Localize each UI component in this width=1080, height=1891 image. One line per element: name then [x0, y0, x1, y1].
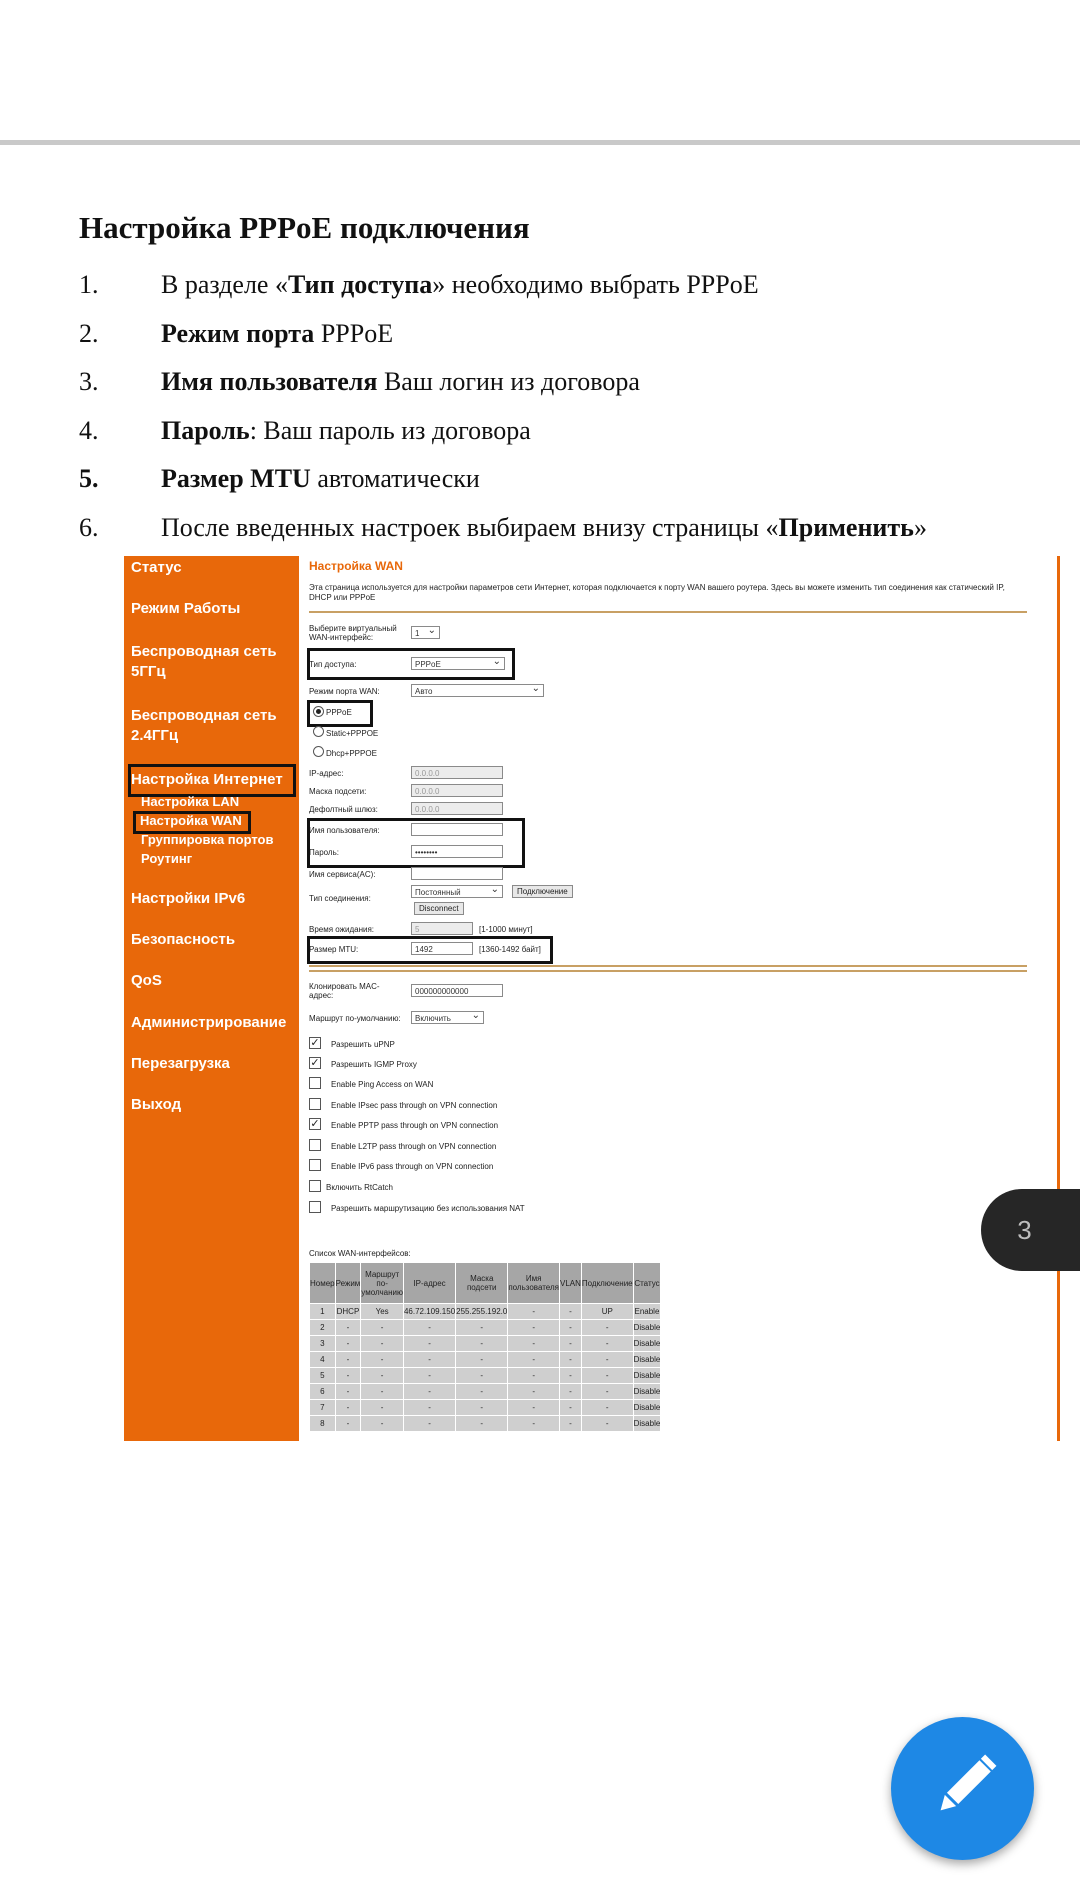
table-cell: - [361, 1320, 404, 1336]
table-body [310, 1304, 661, 1432]
document-title: Настройка PPPoE подключения [79, 210, 530, 245]
checkbox-label: Enable Ping Access on WAN [331, 1080, 434, 1089]
table-cell: - [335, 1400, 361, 1416]
router-screenshot [124, 556, 1060, 1441]
wan-settings-panel [309, 556, 1049, 1441]
idle-hint: [1-1000 минут] [479, 925, 533, 934]
table-cell: 4 [310, 1352, 336, 1368]
table-cell: - [403, 1352, 455, 1368]
divider [309, 965, 1027, 967]
conn-type-select: Постоянный ⌄ [411, 885, 503, 898]
edit-button[interactable] [891, 1717, 1034, 1860]
sidebar-item-qos: QoS [131, 972, 162, 989]
sidebar-item-reboot: Перезагрузка [131, 1055, 230, 1072]
checkbox-label: Enable IPv6 pass through on VPN connection [331, 1162, 494, 1171]
divider [309, 611, 1027, 613]
highlight-box [133, 811, 251, 834]
radio-label: PPPoE [326, 708, 352, 717]
checkbox-label: Разрешить IGMP Proxy [331, 1060, 417, 1069]
table-cell: - [508, 1304, 560, 1320]
table-cell: - [403, 1336, 455, 1352]
checkbox [309, 1201, 321, 1213]
table-cell: - [581, 1368, 633, 1384]
table-row [310, 1368, 661, 1384]
table-cell: - [508, 1416, 560, 1432]
clone-mac-label: Клонировать MAC-адрес: [309, 982, 380, 1000]
table-row [310, 1304, 661, 1320]
table-cell: - [581, 1400, 633, 1416]
radio-label: Static+PPPOE [326, 729, 379, 738]
highlight-box [128, 764, 296, 797]
table-cell: - [335, 1368, 361, 1384]
idle-field: 5 [411, 922, 473, 935]
table-cell: - [456, 1320, 508, 1336]
table-cell: 8 [310, 1416, 336, 1432]
radio-dhcp-pppoe [313, 746, 324, 757]
column-header: VLAN [559, 1263, 581, 1304]
mtu-hint: [1360-1492 байт] [479, 945, 541, 954]
port-mode-select: Авто ⌄ [411, 684, 544, 697]
table-cell: - [581, 1320, 633, 1336]
table-cell: - [581, 1336, 633, 1352]
checkbox-label: Enable IPsec pass through on VPN connection [331, 1101, 498, 1110]
wan-interfaces-table [309, 1262, 661, 1432]
table-cell: Yes [361, 1304, 404, 1320]
table-cell: - [508, 1400, 560, 1416]
step-item: 1. В разделе «Тип доступа» необходимо выбрать PPPoE [79, 270, 759, 299]
ip-field: 0.0.0.0 [411, 766, 503, 779]
table-cell: - [456, 1400, 508, 1416]
step-item: 4. Пароль: Ваш пароль из договора [79, 415, 531, 445]
table-cell: - [508, 1336, 560, 1352]
table-cell: - [559, 1416, 581, 1432]
sidebar-item-internet: Настройка Интернет [131, 771, 283, 788]
table-cell: 46.72.109.150 [403, 1304, 455, 1320]
table-row [310, 1352, 661, 1368]
password-field: •••••••• [411, 845, 503, 858]
column-header: Имя пользователя [508, 1263, 560, 1304]
table-cell: - [361, 1400, 404, 1416]
table-cell: - [559, 1352, 581, 1368]
table-cell: 5 [310, 1368, 336, 1384]
table-header-row [310, 1263, 661, 1304]
default-route-label: Маршрут по-умолчанию: [309, 1014, 401, 1023]
table-cell: - [335, 1416, 361, 1432]
table-cell: - [508, 1384, 560, 1400]
table-cell: - [335, 1352, 361, 1368]
checkbox [309, 1180, 321, 1192]
table-cell: - [559, 1304, 581, 1320]
highlight-box [307, 818, 525, 868]
step-item: 3. Имя пользователя Ваш логин из договора [79, 367, 640, 396]
radio-label: Dhcp+PPPOE [326, 749, 377, 758]
gateway-label: Дефолтный шлюз: [309, 805, 378, 814]
table-cell: - [559, 1336, 581, 1352]
page-number-badge: 3 [981, 1189, 1080, 1271]
column-header: Маршрут по-умолчанию [361, 1263, 404, 1304]
table-cell: - [559, 1320, 581, 1336]
table-cell: UP [581, 1304, 633, 1320]
table-cell: - [361, 1384, 404, 1400]
table-cell: Disable [633, 1352, 661, 1368]
table-cell: 1 [310, 1304, 336, 1320]
checkbox-label: Разрешить uPNP [331, 1040, 395, 1049]
sidebar-item-status: Статус [131, 559, 182, 576]
table-cell: - [508, 1320, 560, 1336]
service-label: Имя сервиса(AC): [309, 870, 376, 879]
table-row [310, 1416, 661, 1432]
username-label: Имя пользователя: [309, 826, 380, 835]
table-cell: - [508, 1368, 560, 1384]
table-cell: - [559, 1368, 581, 1384]
checkbox: ✓ [310, 1118, 320, 1130]
table-caption: Список WAN-интерфейсов: [309, 1249, 411, 1258]
steps-list [79, 265, 1079, 556]
column-header: IP-адрес [403, 1263, 455, 1304]
table-cell: - [335, 1336, 361, 1352]
table-cell: Disable [633, 1416, 661, 1432]
highlight-box [307, 936, 553, 964]
access-type-label: Тип доступа: [309, 660, 357, 669]
divider [309, 970, 1027, 972]
sidebar-subitem-lan: Настройка LAN [141, 794, 240, 809]
checkbox: ✓ [310, 1037, 320, 1049]
sidebar-item-ipv6: Настройки IPv6 [131, 890, 246, 907]
checkbox: ✓ [310, 1057, 320, 1069]
table-cell: - [335, 1384, 361, 1400]
disconnect-button: Disconnect [414, 902, 464, 915]
wan-description: Эта страница используется для настройки параметров сети Интернет, которая подключается к порту WAN вашего роутера. Здесь вы можете изменить тип соединения как статический IP, DHCP или PPPoE [309, 583, 1005, 602]
mtu-field: 1492 [411, 942, 473, 955]
column-header: Статус [633, 1263, 661, 1304]
table-cell: - [456, 1352, 508, 1368]
table-cell: - [335, 1320, 361, 1336]
mask-label: Маска подсети: [309, 787, 367, 796]
checkbox-label: Enable PPTP pass through on VPN connection [331, 1121, 499, 1130]
table-cell: 2 [310, 1320, 336, 1336]
checkbox [309, 1159, 321, 1171]
top-bar [0, 0, 1080, 145]
step-item: 5. Размер MTU автоматически [79, 464, 480, 493]
sidebar-item-admin: Администрирование [131, 1014, 287, 1031]
table-row [310, 1384, 661, 1400]
highlight-box [307, 648, 515, 680]
checkbox-label: Enable L2TP pass through on VPN connection [331, 1142, 497, 1151]
radio-static-pppoe [313, 726, 324, 737]
checkbox-label: Включить RtCatch [326, 1183, 394, 1192]
table-cell: - [559, 1384, 581, 1400]
checkbox [309, 1139, 321, 1151]
table-cell: 255.255.192.0 [456, 1304, 508, 1320]
sidebar-item-mode: Режим Работы [131, 600, 241, 617]
table-cell: 3 [310, 1336, 336, 1352]
table-cell: - [456, 1384, 508, 1400]
port-mode-label: Режим порта WAN: [309, 687, 380, 696]
mtu-label: Размер MTU: [309, 945, 359, 954]
column-header: Режим [335, 1263, 361, 1304]
table-cell: - [403, 1416, 455, 1432]
table-cell: Enable [633, 1304, 661, 1320]
sidebar-item-wifi-24ghz: Беспроводная сеть 2.4ГГц [131, 707, 277, 744]
table-cell: Disable [633, 1320, 661, 1336]
table-cell: Disable [633, 1336, 661, 1352]
conn-type-label: Тип соединения: [309, 894, 371, 903]
table-cell: 7 [310, 1400, 336, 1416]
virtual-wan-select: 1 ⌄ [411, 626, 440, 639]
service-field [411, 867, 503, 880]
table-row [310, 1320, 661, 1336]
table-cell: - [559, 1400, 581, 1416]
table-cell: - [361, 1416, 404, 1432]
gateway-field: 0.0.0.0 [411, 802, 503, 815]
table-cell: - [361, 1368, 404, 1384]
table-cell: Disable [633, 1400, 661, 1416]
table-cell: - [581, 1352, 633, 1368]
mask-field: 0.0.0.0 [411, 784, 503, 797]
checkbox [309, 1098, 321, 1110]
table-cell: DHCP [335, 1304, 361, 1320]
step-item: 6. После введенных настроек выбираем внизу страницы «Применить» [79, 512, 927, 542]
table-cell: - [456, 1336, 508, 1352]
column-header: Номер [310, 1263, 336, 1304]
virtual-wan-label: Выберите виртуальный WAN-интерфейс: [309, 624, 397, 642]
access-type-select: PPPoE ⌄ [411, 657, 505, 670]
password-label: Пароль: [309, 848, 339, 857]
step-item: 2. Режим порта PPPoE [79, 318, 394, 348]
checkbox [309, 1077, 321, 1089]
table-cell: - [456, 1416, 508, 1432]
checkbox-label: Разрешить маршрутизацию без использования NAT [331, 1204, 525, 1213]
table-cell: - [508, 1352, 560, 1368]
table-cell: - [403, 1368, 455, 1384]
pencil-icon [891, 1717, 1034, 1860]
router-sidebar [124, 556, 299, 1441]
sidebar-item-wifi-5ghz: Беспроводная сеть 5ГГц [131, 643, 277, 680]
table-cell: - [456, 1368, 508, 1384]
sidebar-subitem-ports: Группировка портов [141, 832, 274, 847]
table-row [310, 1336, 661, 1352]
table-cell: - [361, 1352, 404, 1368]
table-cell: - [581, 1416, 633, 1432]
default-route-select: Включить ⌄ [411, 1011, 484, 1024]
sidebar-item-exit: Выход [131, 1096, 182, 1113]
column-header: Маска подсети [456, 1263, 508, 1304]
table-cell: Disable [633, 1384, 661, 1400]
table-cell: 6 [310, 1384, 336, 1400]
table-cell: - [581, 1384, 633, 1400]
table-cell: - [403, 1320, 455, 1336]
table-cell: - [361, 1336, 404, 1352]
connect-button: Подключение [512, 885, 573, 898]
clone-mac-field: 000000000000 [411, 984, 503, 997]
highlight-box [307, 700, 373, 727]
sidebar-subitem-routing: Роутинг [141, 851, 193, 866]
wan-title: Настройка WAN [309, 559, 403, 573]
ip-label: IP-адрес: [309, 769, 344, 778]
column-header: Подключение [581, 1263, 633, 1304]
sidebar-subitem-wan: Настройка WAN [140, 813, 242, 828]
table-cell: Disable [633, 1368, 661, 1384]
table-cell: - [403, 1400, 455, 1416]
idle-label: Время ожидания: [309, 925, 375, 934]
table-cell: - [403, 1384, 455, 1400]
table-row [310, 1400, 661, 1416]
sidebar-item-security: Безопасность [131, 931, 236, 948]
